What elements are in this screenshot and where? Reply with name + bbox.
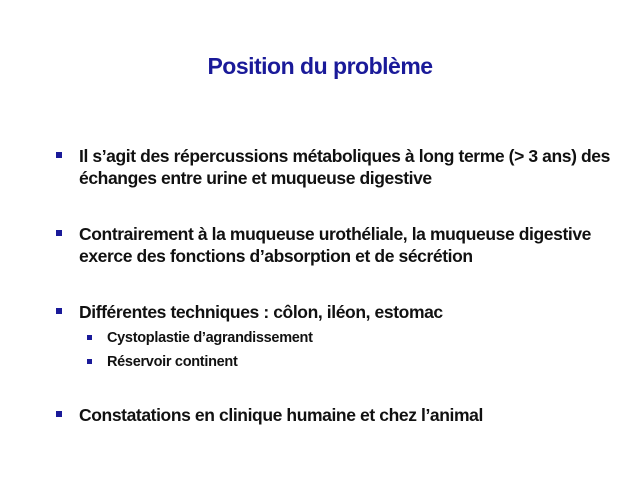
square-bullet-icon: [87, 335, 92, 340]
bullet-text: Différentes techniques : côlon, iléon, estomac: [79, 302, 443, 322]
sub-bullet-list: [55, 326, 610, 374]
square-bullet-icon: [56, 411, 62, 417]
square-bullet-icon: [87, 359, 92, 364]
slide-title: Position du problème: [207, 53, 433, 79]
bullet-list: [55, 145, 610, 426]
square-bullet-icon: [56, 152, 62, 158]
sub-bullet-item: [55, 326, 610, 350]
sub-bullet-text: Cystoplastie d’agrandissement: [107, 330, 313, 346]
bullet-item: [55, 145, 610, 189]
bullet-item: [55, 223, 610, 267]
bullet-item: [55, 404, 610, 426]
bullet-item: [55, 301, 610, 323]
bullet-text: Contrairement à la muqueuse urothéliale, la muqueuse digestive exerce des fonctions d’absorption et de sécrétion: [79, 224, 592, 266]
bullet-text: Constatations en clinique humaine et chez l’animal: [79, 405, 483, 425]
bullet-text: Il s’agit des répercussions métaboliques à long terme (> 3 ans) des échanges entre urine et muqueuse digestive: [79, 146, 610, 188]
square-bullet-icon: [56, 230, 62, 236]
square-bullet-icon: [56, 308, 62, 314]
sub-bullet-text: Réservoir continent: [107, 354, 238, 370]
sub-bullet-item: [55, 350, 610, 374]
